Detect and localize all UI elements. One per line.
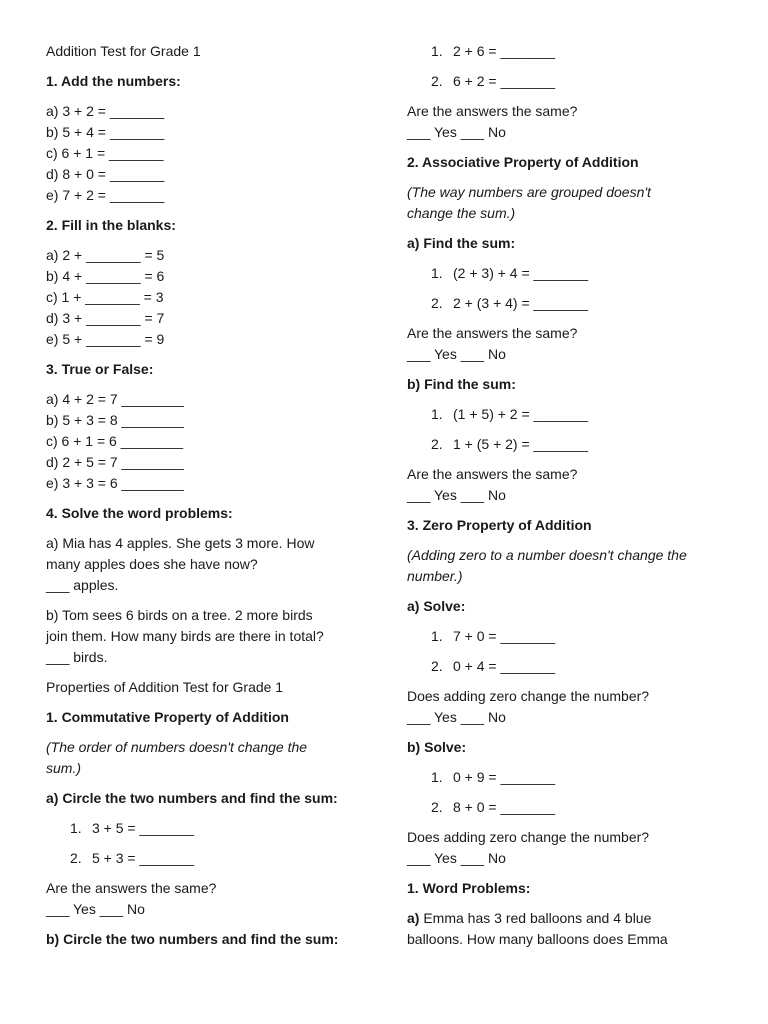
section-heading-word-problems-2: 1. Word Problems:: [407, 880, 531, 896]
word-problem-line: many apples does she have now?: [46, 556, 258, 572]
list-number: 1.: [431, 628, 443, 644]
list-item: c) 1 + _______ = 3: [46, 289, 164, 305]
section-heading-zero: 3. Zero Property of Addition: [407, 517, 592, 533]
list-item: [46, 848, 376, 869]
list-item: a) 2 + _______ = 5: [46, 247, 165, 263]
zero-a-list: [407, 626, 737, 677]
section-heading-commutative: 1. Commutative Property of Addition: [46, 709, 289, 725]
equation: 5 + 3 = _______: [92, 850, 194, 866]
list-number: 2.: [431, 799, 443, 815]
right-column: [407, 41, 737, 959]
word-problem-line: [407, 908, 737, 929]
list-item: d) 3 + _______ = 7: [46, 310, 165, 326]
section-heading-add-numbers: 1. Add the numbers:: [46, 73, 181, 89]
associative-a-heading: a) Find the sum:: [407, 235, 516, 251]
commutative-b-heading: b) Circle the two numbers and find the sum:: [46, 931, 339, 947]
equation: 0 + 4 = _______: [453, 658, 555, 674]
question-text: Does adding zero change the number?: [407, 829, 650, 845]
list-item: [407, 263, 737, 284]
question-text: Are the answers the same?: [407, 103, 578, 119]
list-item: d) 8 + 0 = _______: [46, 166, 165, 182]
list-number: 2.: [431, 658, 443, 674]
associative-note: [407, 182, 737, 224]
list-item: b) 5 + 4 = _______: [46, 124, 165, 140]
left-column: [46, 41, 376, 959]
associative-b-heading: b) Find the sum:: [407, 376, 516, 392]
word-problem-line: a) Mia has 4 apples. She gets 3 more. How: [46, 535, 315, 551]
list-item: c) 6 + 1 = _______: [46, 145, 164, 161]
yes-no-answer: ___ Yes ___ No: [407, 487, 506, 503]
list-item: d) 2 + 5 = 7 ________: [46, 454, 184, 470]
list-item: e) 5 + _______ = 9: [46, 331, 165, 347]
list-item: [407, 797, 737, 818]
list-item: [407, 71, 737, 92]
associative-a-list: [407, 263, 737, 314]
list-item: [407, 626, 737, 647]
word-problem-line: b) Tom sees 6 birds on a tree. 2 more birds: [46, 607, 313, 623]
list-item: [407, 767, 737, 788]
list-number: 1.: [431, 406, 443, 422]
note-line: (The order of numbers doesn't change the: [46, 739, 308, 755]
equation: 8 + 0 = _______: [453, 799, 555, 815]
list-item: a) 3 + 2 = _______: [46, 103, 165, 119]
list-number: 2.: [431, 436, 443, 452]
commutative-a-list: [46, 818, 376, 869]
zero-note: [407, 545, 737, 587]
word-problem-answer: ___ apples.: [46, 577, 119, 593]
list-number: 1.: [431, 769, 443, 785]
item-label: a): [407, 910, 420, 926]
question-text: Does adding zero change the number?: [407, 688, 650, 704]
zero-b-question: [407, 827, 737, 869]
add-numbers-list: [46, 101, 376, 206]
yes-no-answer: ___ Yes ___ No: [407, 850, 506, 866]
equation: 2 + 6 = _______: [453, 43, 555, 59]
section-heading-associative: 2. Associative Property of Addition: [407, 154, 639, 170]
list-item: e) 7 + 2 = _______: [46, 187, 165, 203]
equation: 7 + 0 = _______: [453, 628, 555, 644]
note-line: change the sum.): [407, 205, 516, 221]
equation: 3 + 5 = _______: [92, 820, 194, 836]
yes-no-answer: ___ Yes ___ No: [407, 346, 506, 362]
zero-b-heading: b) Solve:: [407, 739, 467, 755]
list-item: [407, 434, 737, 455]
word-problem-answer: ___ birds.: [46, 649, 108, 665]
list-number: 2.: [70, 850, 82, 866]
commutative-b-question: [407, 101, 737, 143]
associative-b-question: [407, 464, 737, 506]
list-number: 1.: [431, 265, 443, 281]
commutative-note: [46, 737, 376, 779]
note-line: (The way numbers are grouped doesn't: [407, 184, 651, 200]
equation: 2 + (3 + 4) = _______: [453, 295, 589, 311]
properties-test-title: Properties of Addition Test for Grade 1: [46, 679, 284, 695]
question-text: Are the answers the same?: [407, 325, 578, 341]
fill-blanks-list: [46, 245, 376, 350]
equation: (1 + 5) + 2 = _______: [453, 406, 589, 422]
list-item: [407, 41, 737, 62]
list-item: b) 5 + 3 = 8 ________: [46, 412, 184, 428]
note-line: number.): [407, 568, 463, 584]
zero-a-question: [407, 686, 737, 728]
list-number: 1.: [70, 820, 82, 836]
commutative-b-list: [407, 41, 737, 92]
question-text: Are the answers the same?: [46, 880, 217, 896]
yes-no-answer: ___ Yes ___ No: [407, 709, 506, 725]
list-item: [407, 404, 737, 425]
equation: 1 + (5 + 2) = _______: [453, 436, 589, 452]
word-problem-text: Emma has 3 red balloons and 4 blue: [419, 910, 652, 926]
yes-no-answer: ___ Yes ___ No: [407, 124, 506, 140]
equation: 0 + 9 = _______: [453, 769, 555, 785]
associative-b-list: [407, 404, 737, 455]
note-line: sum.): [46, 760, 81, 776]
list-item: a) 4 + 2 = 7 ________: [46, 391, 184, 407]
yes-no-answer: ___ Yes ___ No: [46, 901, 145, 917]
true-false-list: [46, 389, 376, 494]
question-text: Are the answers the same?: [407, 466, 578, 482]
list-item: b) 4 + _______ = 6: [46, 268, 165, 284]
section-heading-word-problems: 4. Solve the word problems:: [46, 505, 233, 521]
section-heading-true-false: 3. True or False:: [46, 361, 154, 377]
test-title: Addition Test for Grade 1: [46, 43, 201, 59]
list-item: e) 3 + 3 = 6 ________: [46, 475, 184, 491]
zero-b-list: [407, 767, 737, 818]
equation: 6 + 2 = _______: [453, 73, 555, 89]
note-line: (Adding zero to a number doesn't change the: [407, 547, 687, 563]
list-number: 2.: [431, 295, 443, 311]
word-problem-b: [46, 605, 376, 668]
list-number: 2.: [431, 73, 443, 89]
list-number: 1.: [431, 43, 443, 59]
equation: (2 + 3) + 4 = _______: [453, 265, 589, 281]
word-problem-line: join them. How many birds are there in total?: [46, 628, 324, 644]
list-item: c) 6 + 1 = 6 ________: [46, 433, 183, 449]
word-problem-a: [46, 533, 376, 596]
zero-a-heading: a) Solve:: [407, 598, 466, 614]
commutative-a-heading: a) Circle the two numbers and find the sum:: [46, 790, 338, 806]
word-problem-emma: [407, 908, 737, 950]
list-item: [407, 656, 737, 677]
list-item: [407, 293, 737, 314]
list-item: [46, 818, 376, 839]
commutative-a-question: [46, 878, 376, 920]
associative-a-question: [407, 323, 737, 365]
word-problem-line: balloons. How many balloons does Emma: [407, 931, 668, 947]
section-heading-fill-blanks: 2. Fill in the blanks:: [46, 217, 176, 233]
